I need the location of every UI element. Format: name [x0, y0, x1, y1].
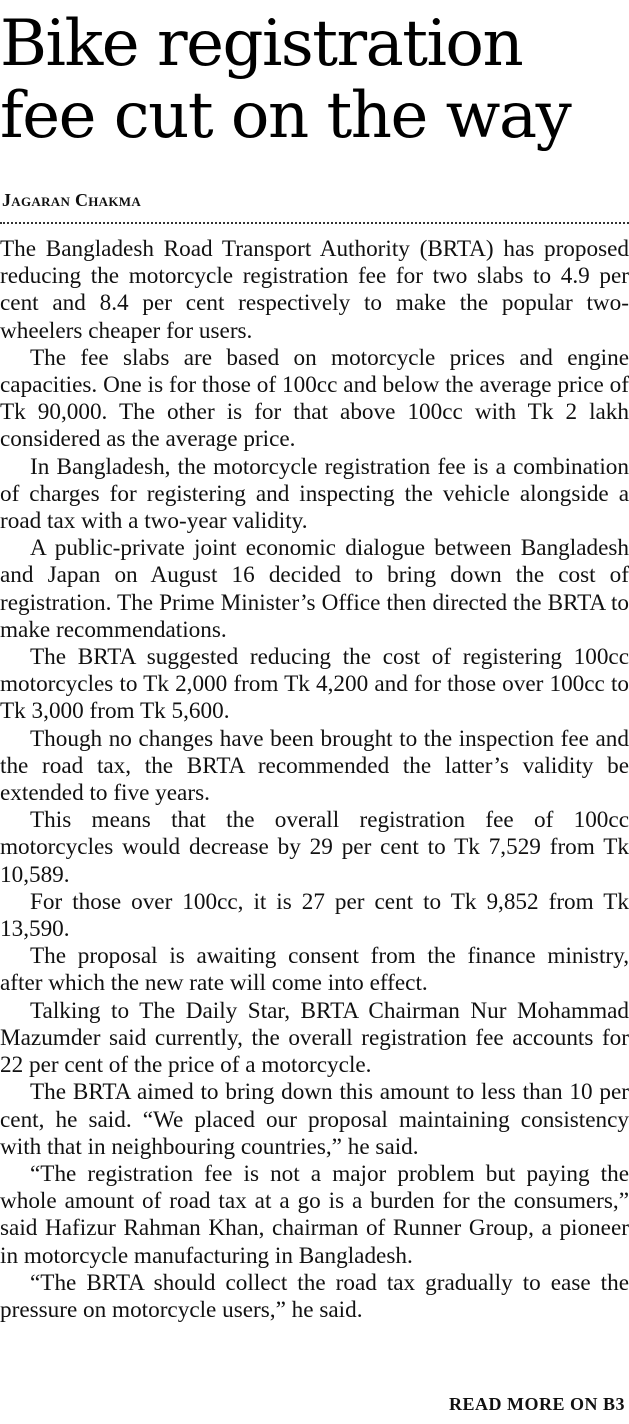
- paragraph-9: The proposal is awaiting consent from the finance ministry, after which the new rate will come into effect.: [0, 943, 629, 997]
- byline: Jagaran Chakma: [2, 190, 142, 210]
- paragraph-4: A public-private joint economic dialogue between Bangladesh and Japan on August 16 decided to bring down the cost of registration. The Prime Minister’s Office then directed the BRTA to make recommendations.: [0, 535, 629, 643]
- article-body: [0, 236, 629, 1324]
- paragraph-8: For those over 100cc, it is 27 per cent to Tk 9,852 from Tk 13,590.: [0, 888, 629, 943]
- dotted-divider: [0, 222, 629, 224]
- headline-line-2: fee cut on the way: [0, 79, 571, 153]
- paragraph-1: The Bangladesh Road Transport Authority (BRTA) has proposed reducing the motorcycle registration fee for two slabs to 4.9 per cent and 8.4 per cent respectively to make the popular two-wheelers cheaper for users.: [0, 236, 629, 344]
- paragraph-13: “The BRTA should collect the road tax gradually to ease the pressure on motorcycle users,” he said.: [0, 1269, 629, 1323]
- paragraph-12: “The registration fee is not a major problem but paying the whole amount of road tax at a go is a burden for the consumers,” said Hafizur Rahman Khan, chairman of Runner Group, a pioneer in motorcycle manufacturing in Bangladesh.: [0, 1160, 629, 1269]
- paragraph-3: In Bangladesh, the motorcycle registration fee is a combination of charges for registering and inspecting the vehicle alongside a road tax with a two-year validity.: [0, 453, 629, 535]
- paragraph-11: The BRTA aimed to bring down this amount to less than 10 per cent, he said. “We placed our proposal maintaining consistency with that in neighbouring countries,” he said.: [0, 1079, 629, 1160]
- headline-line-1: Bike registration: [0, 7, 523, 81]
- paragraph-10: Talking to The Daily Star, BRTA Chairman Nur Mohammad Mazumder said currently, the overall registration fee accounts for 22 per cent of the price of a motorcycle.: [0, 997, 629, 1079]
- paragraph-2: The fee slabs are based on motorcycle prices and engine capacities. One is for those of 100cc and below the average price of Tk 90,000. The other is for that above 100cc with Tk 2 lakh considered as the average price.: [0, 344, 629, 453]
- read-more-link[interactable]: READ MORE ON B3: [448, 1394, 625, 1414]
- paragraph-6: Though no changes have been brought to the inspection fee and the road tax, the BRTA recommended the latter’s validity be extended to five years.: [0, 725, 629, 807]
- headline: [0, 8, 629, 152]
- paragraph-7: This means that the overall registration fee of 100cc motorcycles would decrease by 29 per cent to Tk 7,529 from Tk 10,589.: [0, 807, 629, 888]
- paragraph-5: The BRTA suggested reducing the cost of registering 100cc motorcycles to Tk 2,000 from Tk 4,200 and for those over 100cc to Tk 3,000 from Tk 5,600.: [0, 644, 629, 725]
